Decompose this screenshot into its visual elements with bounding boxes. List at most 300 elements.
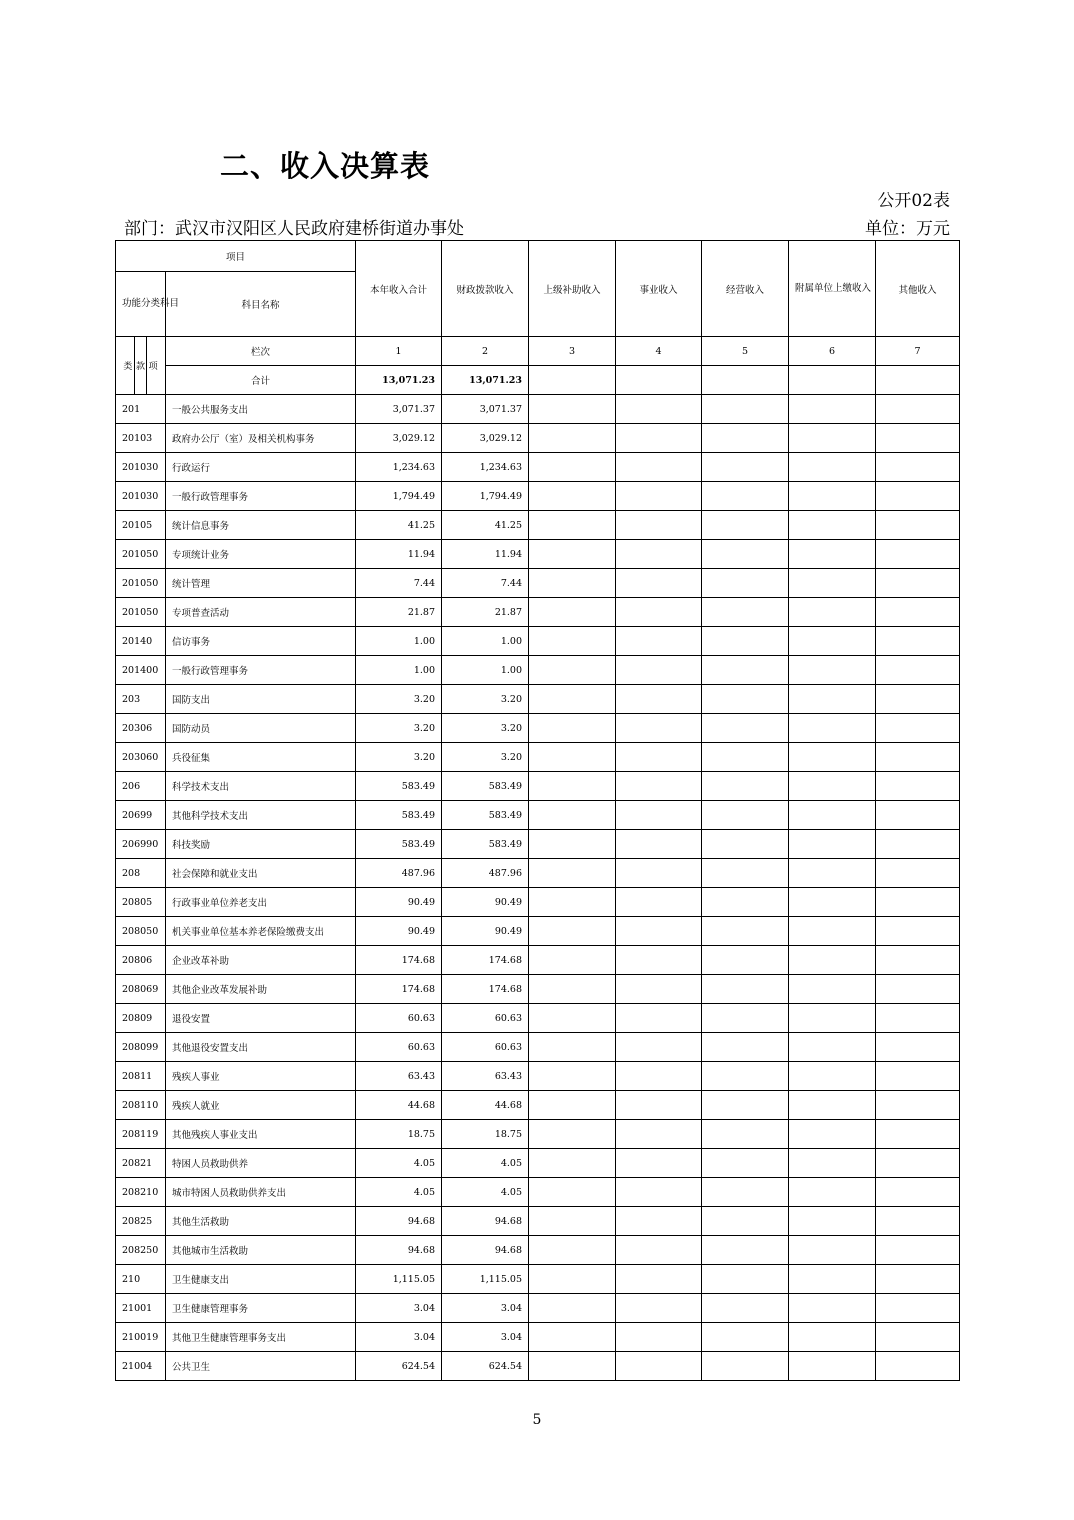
subject-name: 其他残疾人事业支出 [166,1120,356,1149]
total-income: 3.04 [356,1323,442,1352]
operating-income [702,395,789,424]
table-row [116,801,960,830]
business-income [616,540,702,569]
affiliated-income [789,598,876,627]
operating-income [702,743,789,772]
other-income [876,801,960,830]
table-row [116,830,960,859]
affiliated-income [789,685,876,714]
superior-income [529,1352,616,1381]
table-row [116,859,960,888]
superior-income [529,424,616,453]
table-row [116,1236,960,1265]
other-income [876,772,960,801]
operating-income [702,511,789,540]
table-row [116,598,960,627]
subject-code: 208210 [116,1178,166,1207]
total-income: 11.94 [356,540,442,569]
other-income [876,1265,960,1294]
superior-income [529,656,616,685]
fiscal-income: 1,234.63 [442,453,529,482]
operating-income [702,598,789,627]
superior-income [529,1207,616,1236]
superior-income [529,1062,616,1091]
fiscal-income: 1,794.49 [442,482,529,511]
operating-income [702,1033,789,1062]
business-income [616,1178,702,1207]
affiliated-income [789,743,876,772]
affiliated-income [789,627,876,656]
subject-name: 其他卫生健康管理事务支出 [166,1323,356,1352]
subject-name: 科学技术支出 [166,772,356,801]
affiliated-income [789,1149,876,1178]
affiliated-income [789,1178,876,1207]
operating-income [702,569,789,598]
operating-income [702,482,789,511]
subject-code: 203 [116,685,166,714]
affiliated-income [789,1004,876,1033]
affiliated-income [789,830,876,859]
affiliated-income [789,656,876,685]
superior-income [529,743,616,772]
operating-income [702,1294,789,1323]
fiscal-income: 21.87 [442,598,529,627]
subject-name: 专项统计业务 [166,540,356,569]
other-income [876,395,960,424]
subject-code: 206990 [116,830,166,859]
table-row [116,1004,960,1033]
business-income [616,598,702,627]
subject-code: 21004 [116,1352,166,1381]
table-row [116,569,960,598]
other-income [876,1120,960,1149]
header-other: 其他收入 [876,241,960,337]
operating-income [702,656,789,685]
fiscal-income: 1.00 [442,656,529,685]
subject-code: 201050 [116,540,166,569]
business-income [616,1352,702,1381]
table-row [116,1352,960,1381]
total-income: 487.96 [356,859,442,888]
affiliated-income [789,1352,876,1381]
business-income [616,627,702,656]
col-num-2: 2 [442,337,529,366]
affiliated-income [789,482,876,511]
subject-name: 企业改革补助 [166,946,356,975]
affiliated-income [789,453,876,482]
income-table [115,240,960,1381]
superior-income [529,888,616,917]
total-income: 3.20 [356,714,442,743]
table-row [116,975,960,1004]
header-business: 事业收入 [616,241,702,337]
other-income [876,598,960,627]
operating-income [702,1120,789,1149]
business-income [616,395,702,424]
other-income [876,511,960,540]
other-income [876,1323,960,1352]
subject-name: 科技奖励 [166,830,356,859]
superior-income [529,569,616,598]
operating-income [702,888,789,917]
header-item: 项目 [116,241,356,272]
total-income: 1.00 [356,627,442,656]
subject-name: 政府办公厅（室）及相关机构事务 [166,424,356,453]
subject-name: 机关事业单位基本养老保险缴费支出 [166,917,356,946]
subject-code: 208250 [116,1236,166,1265]
sum-other [876,366,960,395]
fiscal-income: 3.20 [442,743,529,772]
subject-code: 203060 [116,743,166,772]
subject-name: 卫生健康管理事务 [166,1294,356,1323]
operating-income [702,1207,789,1236]
table-row [116,1265,960,1294]
superior-income [529,598,616,627]
total-income: 1,234.63 [356,453,442,482]
col-num-3: 3 [529,337,616,366]
total-income: 60.63 [356,1004,442,1033]
business-income [616,1149,702,1178]
affiliated-income [789,917,876,946]
subject-code: 21001 [116,1294,166,1323]
operating-income [702,859,789,888]
business-income [616,743,702,772]
subject-name: 特困人员救助供养 [166,1149,356,1178]
subject-code: 20306 [116,714,166,743]
subject-name: 信访事务 [166,627,356,656]
table-row [116,1091,960,1120]
business-income [616,859,702,888]
fiscal-income: 3.20 [442,685,529,714]
operating-income [702,917,789,946]
total-income: 174.68 [356,946,442,975]
affiliated-income [789,1236,876,1265]
subject-code: 20806 [116,946,166,975]
other-income [876,685,960,714]
business-income [616,685,702,714]
operating-income [702,424,789,453]
table-row [116,1149,960,1178]
subject-name: 其他生活救助 [166,1207,356,1236]
other-income [876,1062,960,1091]
fiscal-income: 3.04 [442,1294,529,1323]
total-income: 18.75 [356,1120,442,1149]
superior-income [529,1120,616,1149]
superior-income [529,1236,616,1265]
business-income [616,1033,702,1062]
affiliated-income [789,1120,876,1149]
business-income [616,888,702,917]
affiliated-income [789,1323,876,1352]
affiliated-income [789,569,876,598]
total-income: 90.49 [356,917,442,946]
header-lkx [116,337,166,395]
affiliated-income [789,1207,876,1236]
total-income: 1,115.05 [356,1265,442,1294]
total-income: 90.49 [356,888,442,917]
fiscal-income: 583.49 [442,830,529,859]
other-income [876,1178,960,1207]
table-row [116,1294,960,1323]
operating-income [702,453,789,482]
subject-code: 20825 [116,1207,166,1236]
form-number: 公开02表 [877,191,950,211]
table-row [116,946,960,975]
operating-income [702,685,789,714]
total-income: 44.68 [356,1091,442,1120]
subject-name: 专项普查活动 [166,598,356,627]
superior-income [529,482,616,511]
subject-code: 20699 [116,801,166,830]
other-income [876,1236,960,1265]
affiliated-income [789,1062,876,1091]
subject-code: 20105 [116,511,166,540]
fiscal-income: 4.05 [442,1178,529,1207]
table-row [116,888,960,917]
table-row [116,395,960,424]
other-income [876,569,960,598]
subject-code: 208119 [116,1120,166,1149]
fiscal-income: 174.68 [442,975,529,1004]
affiliated-income [789,424,876,453]
business-income [616,801,702,830]
fiscal-income: 44.68 [442,1091,529,1120]
subject-name: 一般公共服务支出 [166,395,356,424]
affiliated-income [789,801,876,830]
superior-income [529,714,616,743]
total-income: 94.68 [356,1236,442,1265]
fiscal-income: 41.25 [442,511,529,540]
operating-income [702,1352,789,1381]
fiscal-income: 60.63 [442,1004,529,1033]
affiliated-income [789,540,876,569]
subject-code: 201030 [116,482,166,511]
table-row [116,685,960,714]
operating-income [702,714,789,743]
subject-code: 210 [116,1265,166,1294]
business-income [616,569,702,598]
subject-code: 20809 [116,1004,166,1033]
operating-income [702,801,789,830]
subject-code: 201050 [116,569,166,598]
other-income [876,1033,960,1062]
subject-name: 残疾人事业 [166,1062,356,1091]
total-income: 4.05 [356,1149,442,1178]
total-income: 624.54 [356,1352,442,1381]
total-income: 21.87 [356,598,442,627]
affiliated-income [789,1033,876,1062]
fiscal-income: 624.54 [442,1352,529,1381]
business-income [616,975,702,1004]
other-income [876,830,960,859]
other-income [876,1091,960,1120]
table-row [116,714,960,743]
other-income [876,424,960,453]
total-income: 41.25 [356,511,442,540]
subject-name: 其他城市生活救助 [166,1236,356,1265]
table-row [116,743,960,772]
table-row [116,453,960,482]
business-income [616,714,702,743]
superior-income [529,1178,616,1207]
sum-total: 13,071.23 [356,366,442,395]
subject-name: 行政运行 [166,453,356,482]
affiliated-income [789,1265,876,1294]
other-income [876,1004,960,1033]
subject-name: 社会保障和就业支出 [166,859,356,888]
table-row [116,772,960,801]
col-num-4: 4 [616,337,702,366]
total-income: 3,071.37 [356,395,442,424]
subject-name: 国防动员 [166,714,356,743]
header-xiang: 项 [148,362,158,372]
superior-income [529,1323,616,1352]
table-row [116,1207,960,1236]
col-num-6: 6 [789,337,876,366]
operating-income [702,830,789,859]
affiliated-income [789,1091,876,1120]
header-superior: 上级补助收入 [529,241,616,337]
subject-code: 210019 [116,1323,166,1352]
operating-income [702,1062,789,1091]
table-row [116,1033,960,1062]
fiscal-income: 583.49 [442,801,529,830]
operating-income [702,540,789,569]
subject-name: 统计管理 [166,569,356,598]
superior-income [529,830,616,859]
business-income [616,1091,702,1120]
subject-name: 其他科学技术支出 [166,801,356,830]
table-row [116,627,960,656]
operating-income [702,1004,789,1033]
table-row [116,482,960,511]
affiliated-income [789,511,876,540]
superior-income [529,1149,616,1178]
subject-code: 206 [116,772,166,801]
superior-income [529,772,616,801]
other-income [876,1352,960,1381]
business-income [616,946,702,975]
page-title: 二、收入决算表 [220,149,431,183]
other-income [876,1149,960,1178]
subject-code: 20140 [116,627,166,656]
business-income [616,1323,702,1352]
sum-fiscal: 13,071.23 [442,366,529,395]
total-income: 1.00 [356,656,442,685]
subject-name: 公共卫生 [166,1352,356,1381]
superior-income [529,395,616,424]
subject-code: 20821 [116,1149,166,1178]
page-number: 5 [532,1412,542,1428]
subject-code: 208050 [116,917,166,946]
total-income: 3.04 [356,1294,442,1323]
unit-label: 单位：万元 [865,219,950,239]
other-income [876,975,960,1004]
total-income: 3.20 [356,685,442,714]
sum-business [616,366,702,395]
affiliated-income [789,975,876,1004]
fiscal-income: 11.94 [442,540,529,569]
affiliated-income [789,946,876,975]
superior-income [529,801,616,830]
header-subject-name: 科目名称 [166,272,356,337]
header-kuan: 款 [135,337,148,394]
subject-name: 行政事业单位养老支出 [166,888,356,917]
operating-income [702,1265,789,1294]
header-fiscal: 财政拨款收入 [442,241,529,337]
header-lanci: 栏次 [166,337,356,366]
fiscal-income: 583.49 [442,772,529,801]
business-income [616,772,702,801]
subject-name: 退役安置 [166,1004,356,1033]
business-income [616,1294,702,1323]
subject-code: 20805 [116,888,166,917]
superior-income [529,1265,616,1294]
subject-code: 20103 [116,424,166,453]
subject-name: 残疾人就业 [166,1091,356,1120]
header-operating: 经营收入 [702,241,789,337]
business-income [616,917,702,946]
business-income [616,424,702,453]
business-income [616,1236,702,1265]
other-income [876,714,960,743]
subject-code: 201030 [116,453,166,482]
subject-name: 一般行政管理事务 [166,656,356,685]
other-income [876,859,960,888]
table-row [116,1062,960,1091]
superior-income [529,1004,616,1033]
fiscal-income: 18.75 [442,1120,529,1149]
superior-income [529,1294,616,1323]
fiscal-income: 3,071.37 [442,395,529,424]
total-income: 1,794.49 [356,482,442,511]
sum-operating [702,366,789,395]
business-income [616,1062,702,1091]
other-income [876,1294,960,1323]
subject-name: 国防支出 [166,685,356,714]
header-lei: 类 [122,337,135,394]
fiscal-income: 63.43 [442,1062,529,1091]
table-row [116,540,960,569]
affiliated-income [789,888,876,917]
fiscal-income: 4.05 [442,1149,529,1178]
business-income [616,830,702,859]
superior-income [529,540,616,569]
total-income: 63.43 [356,1062,442,1091]
superior-income [529,946,616,975]
fiscal-income: 7.44 [442,569,529,598]
operating-income [702,772,789,801]
fiscal-income: 90.49 [442,917,529,946]
affiliated-income [789,772,876,801]
table-row [116,917,960,946]
subject-code: 201400 [116,656,166,685]
sum-label: 合计 [166,366,356,395]
business-income [616,453,702,482]
fiscal-income: 94.68 [442,1236,529,1265]
operating-income [702,1236,789,1265]
fiscal-income: 174.68 [442,946,529,975]
superior-income [529,511,616,540]
business-income [616,656,702,685]
other-income [876,1207,960,1236]
affiliated-income [789,714,876,743]
fiscal-income: 3.20 [442,714,529,743]
sum-affiliated [789,366,876,395]
subject-code: 208 [116,859,166,888]
header-total: 本年收入合计 [356,241,442,337]
business-income [616,1265,702,1294]
